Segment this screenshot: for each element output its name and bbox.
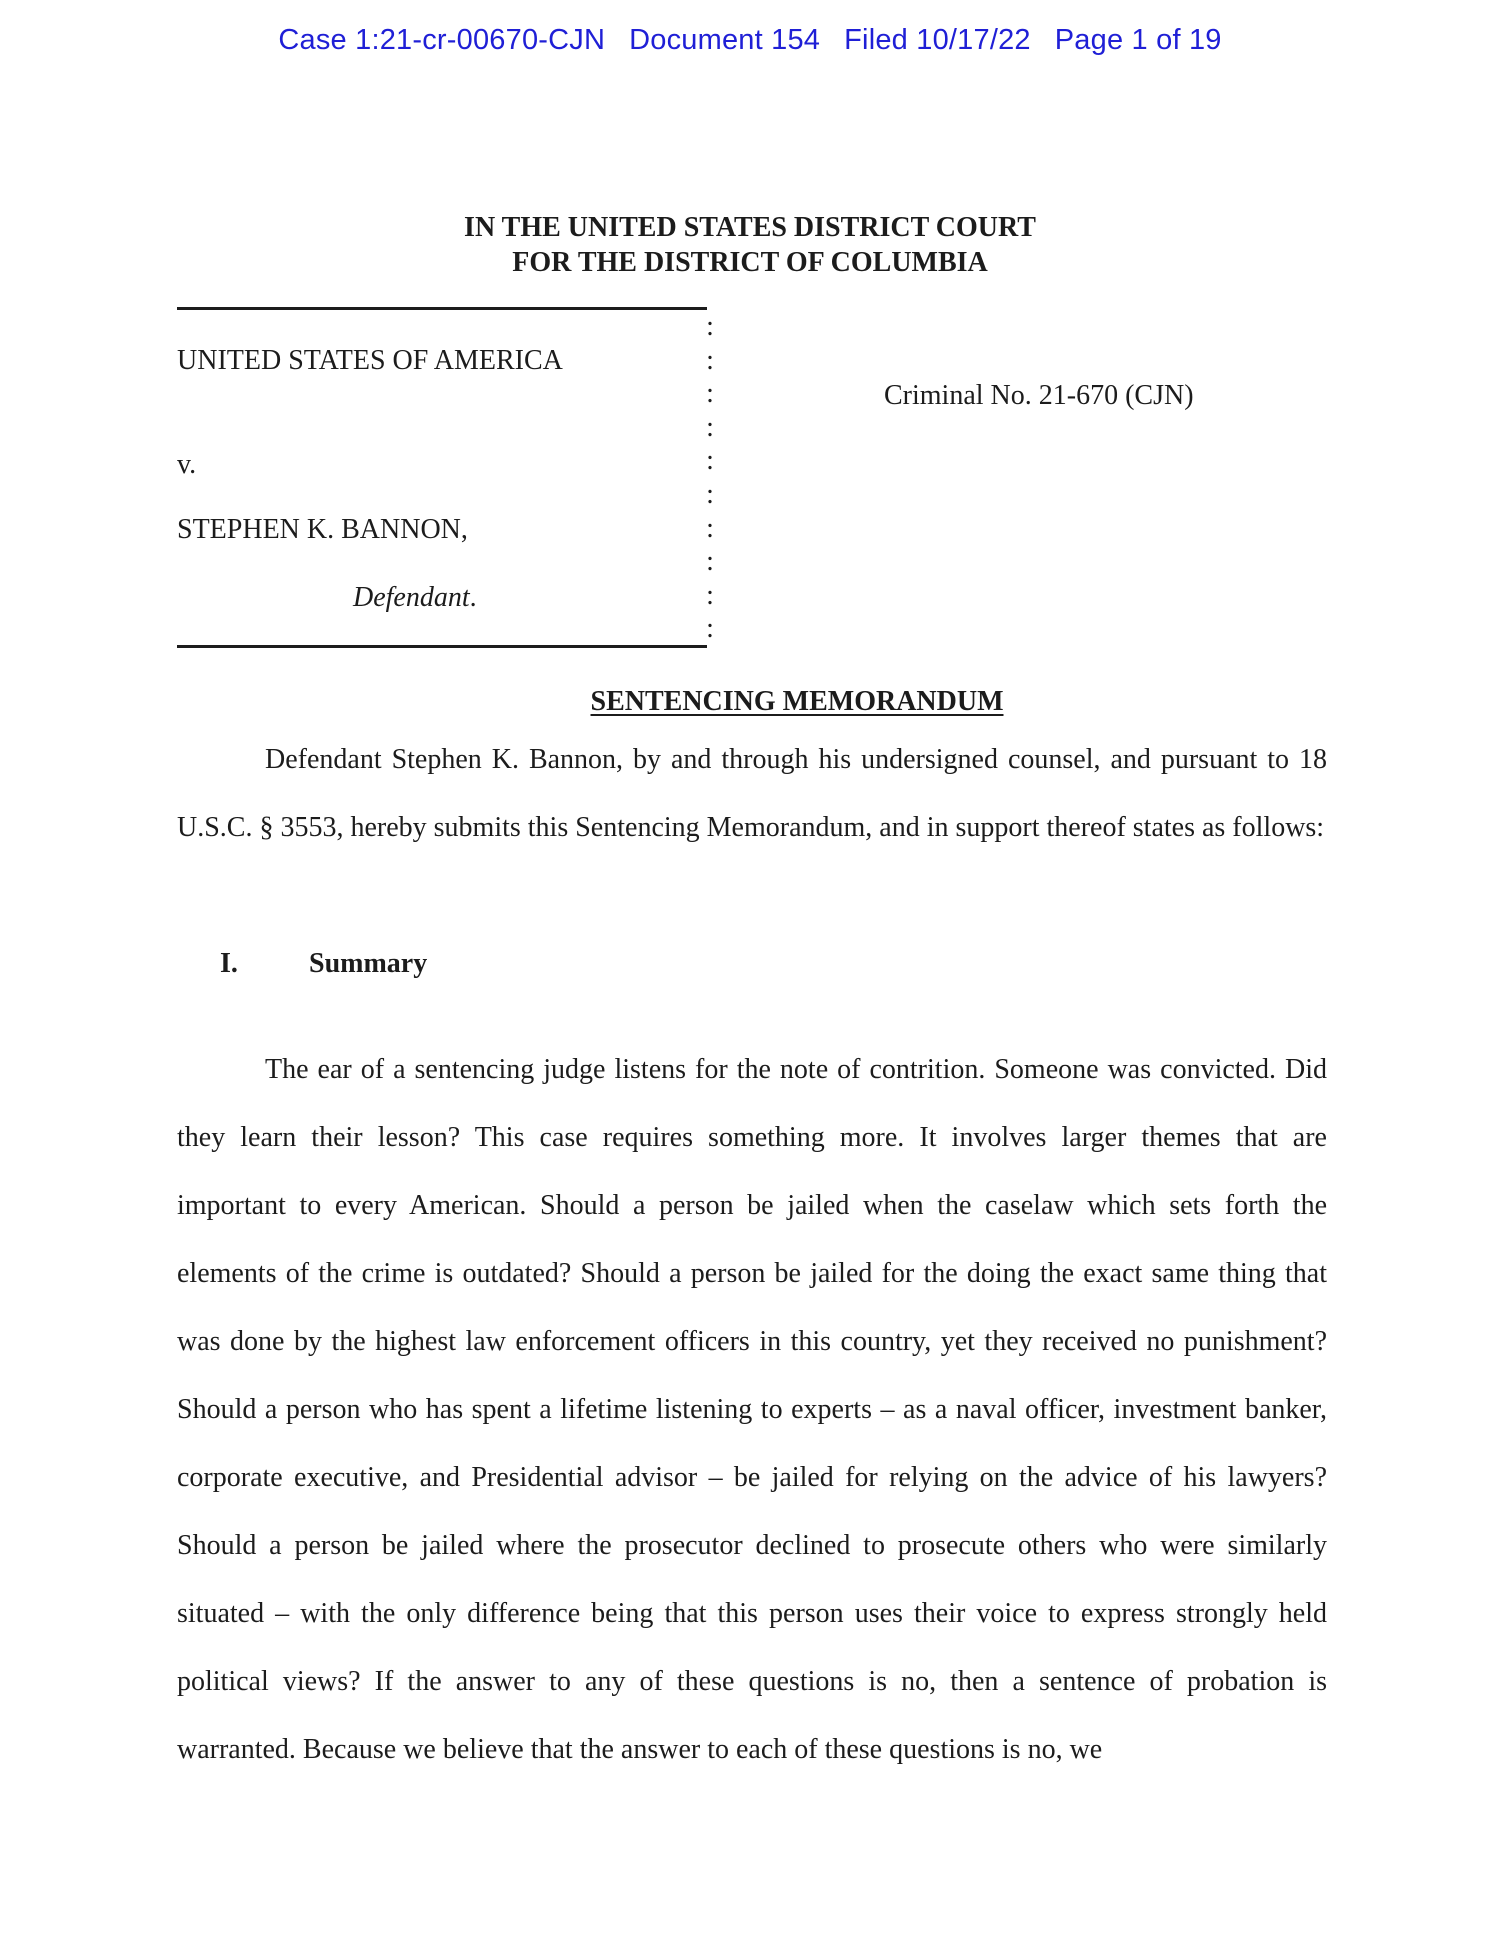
summary-paragraph: The ear of a sentencing judge listens for the note of contrition. Someone was convicted. Did they learn their lesson? This case requires something more. It involves larger themes that are important to every American. Should a person be jailed when the caselaw which sets forth the elements of the crime is outdated? Should a person be jailed for the doing the exact same thing that was done by the highest law enforcement officers in this country, yet they received no punishment? Should a person who has spent a lifetime listening to experts – as a naval officer, investment banker, corporate executive, and Presidential advisor – be jailed for relying on the advice of his lawyers? Should a person be jailed where the prosecutor declined to prosecute others who were similarly situated – with the only difference being that this person uses their voice to express strongly held political views? If the answer to any of these questions is no, then a sentence of probation is warranted. Because we believe that the answer to each of these questions is no, we [177,1054,1327,1765]
document-title: SENTENCING MEMORANDUM [590,686,1004,717]
caption-colon: : [706,411,714,443]
caption-rule-top [177,307,707,310]
intro-paragraph: Defendant Stephen K. Bannon, by and through his undersigned counsel, and pursuant to 18 U.S.C. § 3553, hereby submits this Sentencing Memorandum, and in support thereof states as follows: [177,744,1327,843]
defendant-role [353,582,477,614]
plaintiff-name: UNITED STATES OF AMERICA [177,345,563,376]
caption-rule-bottom [177,645,707,648]
caption-colon: : [706,478,714,510]
ecf-header-stamp [0,24,1500,57]
court-title-line2: FOR THE DISTRICT OF COLUMBIA [512,247,988,278]
criminal-case-number: Criminal No. 21-670 (CJN) [884,380,1194,411]
case-number-stamp: Case 1:21-cr-00670-CJN [278,24,606,56]
court-title-line1: IN THE UNITED STATES DISTRICT COURT [464,212,1036,243]
defendant-name: STEPHEN K. BANNON, [177,514,468,545]
caption-colon: : [706,546,714,578]
caption-colon: : [706,579,714,611]
defendant-role-label: Defendant [353,582,470,613]
caption-colon: : [706,613,714,645]
caption-colon-column [702,310,718,646]
section-number: I. [220,948,238,979]
page-count-stamp: Page 1 of 19 [1054,24,1222,56]
filed-date-stamp: Filed 10/17/22 [844,24,1031,56]
versus-label: v. [177,449,197,480]
court-title [0,210,1500,280]
section-title: Summary [309,948,428,979]
caption-colon: : [706,378,714,410]
caption-colon: : [706,512,714,544]
section-heading [220,948,427,980]
caption-colon: : [706,445,714,477]
defendant-role-period: . [469,582,477,613]
caption-colon: : [706,311,714,342]
document-number-stamp: Document 154 [629,24,821,56]
caption-colon: : [706,344,714,376]
